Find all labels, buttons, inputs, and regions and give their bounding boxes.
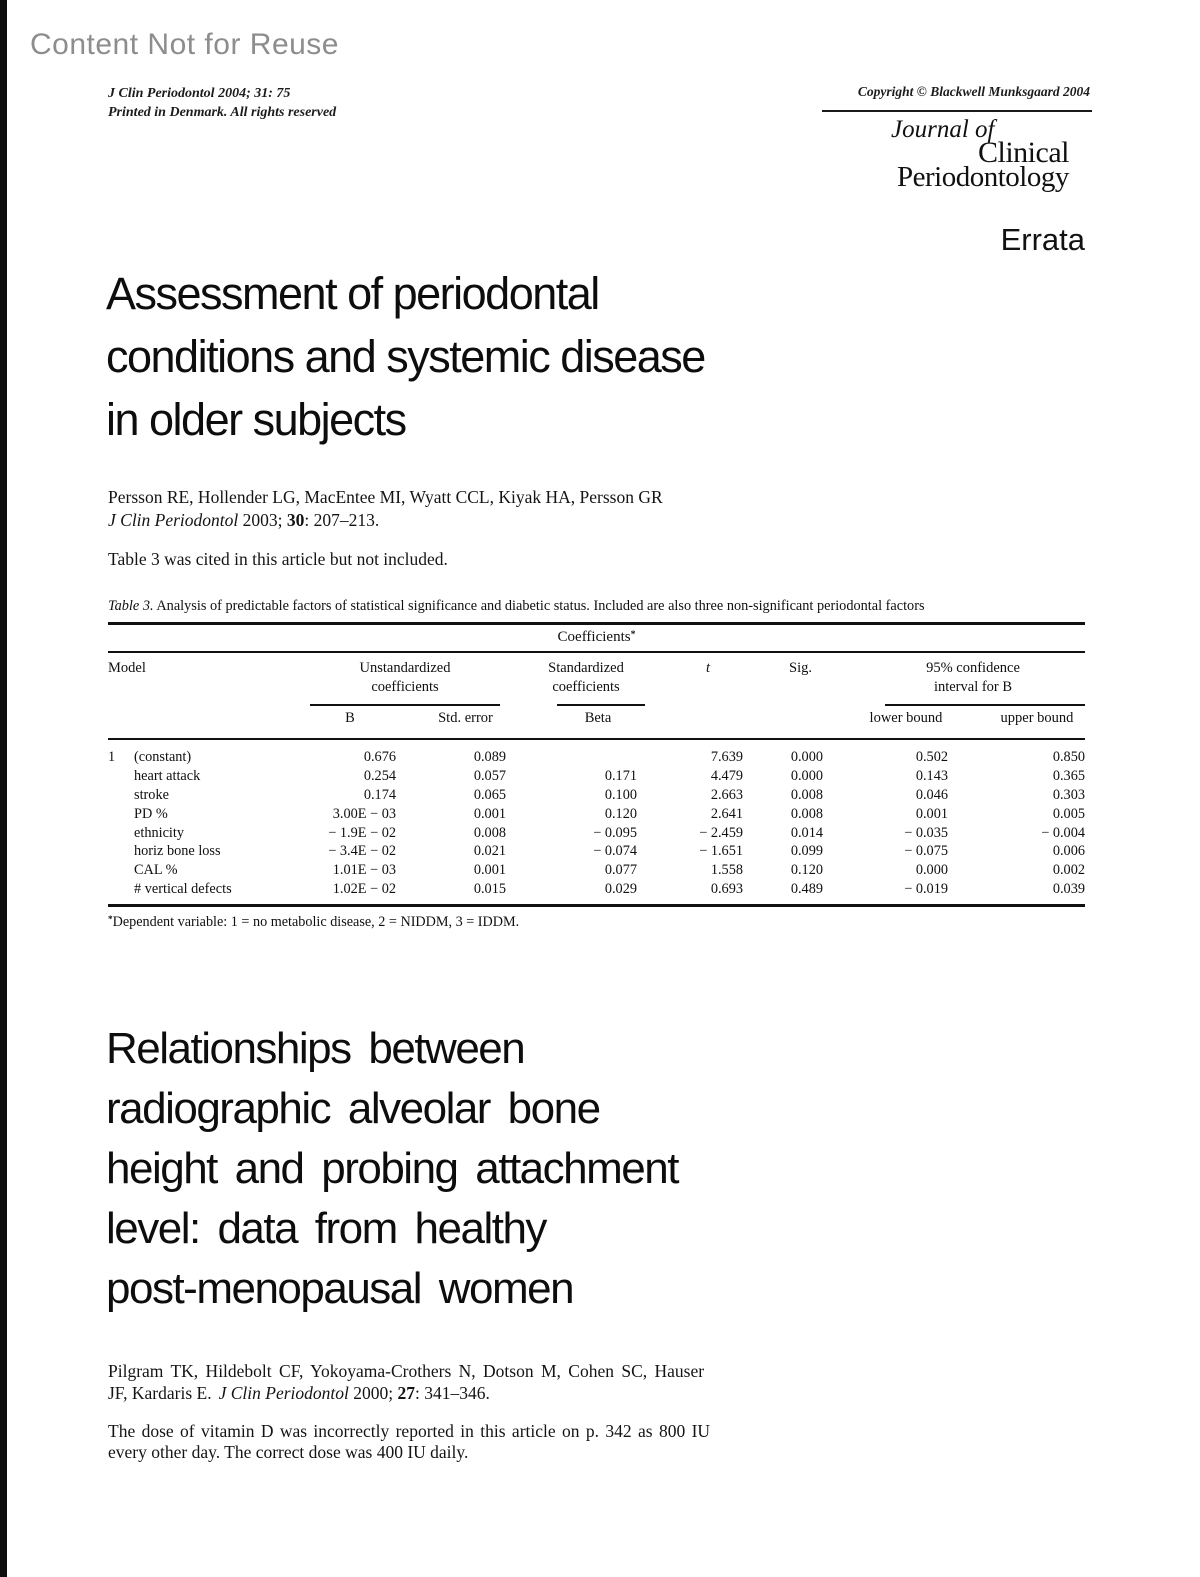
table-cell-beta: 0.100 xyxy=(604,786,637,803)
reference-journal: J Clin Periodontol xyxy=(108,510,239,530)
table-row xyxy=(108,767,1085,786)
table-cell-upper: 0.002 xyxy=(1052,862,1085,879)
table-cell-sig: 0.099 xyxy=(790,843,823,860)
table-cell-label: heart attack xyxy=(134,767,201,784)
body-line: every other day. The correct dose was 400 IU daily. xyxy=(108,1442,469,1462)
supertitle-asterisk: * xyxy=(630,628,636,640)
table-cell-upper: 0.303 xyxy=(1052,786,1085,803)
table-cell-num xyxy=(108,861,134,880)
reference-volume: 27 xyxy=(397,1383,415,1403)
table-cell-t: 2.663 xyxy=(710,786,743,803)
group-label-line: coefficients xyxy=(552,679,620,695)
table-footnote xyxy=(108,914,1085,931)
table-cell-lower: − 0.035 xyxy=(904,824,948,841)
erratum-body xyxy=(108,1421,710,1463)
table-cell-num xyxy=(108,880,134,899)
table-cell-se: 0.089 xyxy=(473,749,506,765)
title-line: height and probing attachment xyxy=(106,1144,678,1193)
table-row xyxy=(108,748,1085,767)
page-edge-bar xyxy=(0,0,7,1577)
table-cell-label: horiz bone loss xyxy=(134,843,221,860)
table-cell-se: 0.057 xyxy=(473,767,506,784)
table-cell-num xyxy=(108,824,134,843)
copyright-notice: Copyright © Blackwell Munksgaard 2004 xyxy=(857,84,1090,99)
table-cell-sig: 0.014 xyxy=(790,824,823,841)
title-line: post-menopausal women xyxy=(106,1264,574,1313)
article1-title xyxy=(106,262,705,451)
table-rule-bottom xyxy=(108,904,1085,907)
table-cell-b: − 3.4E − 02 xyxy=(328,843,396,860)
table-cell-beta: − 0.095 xyxy=(593,824,637,841)
table-cell-lower: 0.001 xyxy=(915,805,948,822)
column-header-model: Model xyxy=(108,660,146,676)
column-group-confidence-interval xyxy=(861,659,1085,697)
table-cell-sig: 0.489 xyxy=(790,881,823,898)
table-cell-t: − 1.651 xyxy=(699,843,743,860)
table-cell-label: CAL % xyxy=(134,862,178,879)
table-cell-lower: − 0.075 xyxy=(904,843,948,860)
table-cell-t: 7.639 xyxy=(710,749,743,765)
table-cell-upper: 0.850 xyxy=(1052,749,1085,765)
table-cell-b: 0.174 xyxy=(363,786,396,803)
author-list-cont: JF, Kardaris E. xyxy=(108,1383,212,1403)
reference-year: 2000; xyxy=(353,1383,394,1403)
title-line: level: data from healthy xyxy=(106,1204,546,1253)
table-cell-beta: − 0.074 xyxy=(593,843,637,860)
table-cell-upper: 0.006 xyxy=(1052,843,1085,860)
table-cell-b: 0.676 xyxy=(363,749,396,765)
table-rule-header-bottom xyxy=(108,738,1085,740)
subheader-lower-bound: lower bound xyxy=(869,710,943,726)
table-double-rule xyxy=(108,651,1085,653)
journal-logo-line1: Journal of xyxy=(891,116,995,143)
supertitle-text: Coefficients xyxy=(557,629,631,645)
body-line: The dose of vitamin D was incorrectly reported in this article on p. 342 as 800 IU xyxy=(108,1421,711,1441)
journal-logo-line2: Clinical xyxy=(978,136,1069,169)
table-cell-se: 0.065 xyxy=(473,786,506,803)
table-cell-lower: 0.000 xyxy=(915,862,948,879)
group-underline-unstandardized xyxy=(310,704,500,706)
table-row xyxy=(108,805,1085,824)
group-label-line: coefficients xyxy=(371,679,439,695)
subheader-upper-bound: upper bound xyxy=(1000,710,1074,726)
group-label-line: 95% confidence xyxy=(926,660,1020,676)
table-cell-num xyxy=(108,767,134,786)
reuse-watermark: Content Not for Reuse xyxy=(30,28,339,61)
table-caption-text: Analysis of predictable factors of statistical significance and diabetic status. Included are also three non-significant periodontal factors xyxy=(153,598,925,614)
table-cell-sig: 0.008 xyxy=(790,805,823,822)
group-label-line: interval for B xyxy=(933,679,1013,695)
subheader-std-error: Std. error xyxy=(438,710,493,726)
table-cell-beta xyxy=(506,748,637,767)
reference-volume: 30 xyxy=(286,510,305,530)
table-cell-b: − 1.9E − 02 xyxy=(328,824,396,841)
citation-line: Printed in Denmark. All rights reserved xyxy=(108,105,337,120)
citation-line: J Clin Periodontol 2004; 31: 75 xyxy=(108,86,291,101)
table-cell-se: 0.021 xyxy=(473,843,506,860)
table-rule-top xyxy=(108,622,1085,625)
table-cell-num xyxy=(108,842,134,861)
title-line: conditions and systemic disease xyxy=(106,331,705,382)
table-cell-upper: 0.039 xyxy=(1052,881,1085,898)
title-line: Relationships between xyxy=(106,1024,525,1073)
table-cell-sig: 0.000 xyxy=(790,749,823,765)
group-underline-standardized xyxy=(557,704,645,706)
article1-authors xyxy=(108,486,663,532)
table-cell-sig: 0.120 xyxy=(790,862,823,879)
article2-authors xyxy=(108,1360,704,1404)
table-cell-beta: 0.171 xyxy=(604,767,637,784)
reference-year: 2003; xyxy=(242,510,283,530)
table-cell-b: 1.01E − 03 xyxy=(332,862,396,879)
table-row xyxy=(108,842,1085,861)
journal-citation xyxy=(108,84,336,122)
table-cell-beta: 0.120 xyxy=(604,805,637,822)
table-caption xyxy=(108,598,1085,615)
footnote-asterisk: * xyxy=(108,913,113,924)
footnote-text: Dependent variable: 1 = no metabolic disease, 2 = NIDDM, 3 = IDDM. xyxy=(112,914,520,930)
table-cell-sig: 0.008 xyxy=(790,786,823,803)
table-cell-label: PD % xyxy=(134,805,168,822)
table-cell-lower: 0.502 xyxy=(915,749,948,765)
table-cell-lower: 0.143 xyxy=(915,767,948,784)
table-body xyxy=(108,748,1085,899)
table-cell-label: ethnicity xyxy=(134,824,185,841)
table-cell-t: 4.479 xyxy=(710,767,743,784)
table-cell-t: 1.558 xyxy=(710,862,743,879)
table-caption-label: Table 3. xyxy=(108,598,154,614)
table-cell-label: stroke xyxy=(134,786,169,803)
table-cell-t: 0.693 xyxy=(710,881,743,898)
title-line: in older subjects xyxy=(106,394,406,445)
reference-pages: : 341–346. xyxy=(415,1383,490,1403)
table-row xyxy=(108,824,1085,843)
table-cell-se: 0.001 xyxy=(473,862,506,879)
table-row xyxy=(108,786,1085,805)
group-label-line: Unstandardized xyxy=(359,660,451,676)
subheader-beta: Beta xyxy=(584,710,612,726)
article2-title xyxy=(106,1019,678,1319)
table-supertitle xyxy=(108,629,1085,646)
column-group-unstandardized xyxy=(304,659,506,697)
table-row xyxy=(108,861,1085,880)
table-cell-num: 1 xyxy=(108,749,116,765)
group-underline-confidence xyxy=(885,704,1085,706)
journal-logo-line3: Periodontology xyxy=(897,161,1069,193)
table-row xyxy=(108,880,1085,899)
table3 xyxy=(108,598,1085,948)
table-cell-b: 3.00E − 03 xyxy=(332,805,396,822)
article2-reference xyxy=(108,1382,704,1404)
table-cell-upper: − 0.004 xyxy=(1041,824,1085,841)
title-line: Assessment of periodontal xyxy=(106,268,599,319)
header-divider xyxy=(822,110,1092,112)
table-cell-se: 0.015 xyxy=(473,881,506,898)
table-cell-t: 2.641 xyxy=(710,805,743,822)
table-cell-t: − 2.459 xyxy=(699,824,743,841)
table-cell-beta: 0.029 xyxy=(604,881,637,898)
reference-journal: J Clin Periodontol xyxy=(218,1383,349,1403)
table-cell-se: 0.008 xyxy=(473,824,506,841)
erratum-note: Table 3 was cited in this article but not included. xyxy=(108,549,448,569)
table-cell-b: 0.254 xyxy=(363,767,396,784)
subheader-b: B xyxy=(345,710,355,726)
column-header-sig: Sig. xyxy=(789,660,812,676)
table-cell-b: 1.02E − 02 xyxy=(332,881,396,898)
table-cell-lower: 0.046 xyxy=(915,786,948,803)
author-list: Persson RE, Hollender LG, MacEntee MI, Wyatt CCL, Kiyak HA, Persson GR xyxy=(108,487,663,507)
table-cell-upper: 0.005 xyxy=(1052,805,1085,822)
column-group-standardized xyxy=(506,659,666,697)
table-cell-lower: − 0.019 xyxy=(904,881,948,898)
group-label-line: Standardized xyxy=(548,660,624,676)
table-cell-num xyxy=(108,805,134,824)
table-cell-label: # vertical defects xyxy=(134,881,232,898)
column-header-t: t xyxy=(705,660,711,676)
table-cell-beta: 0.077 xyxy=(604,862,637,879)
author-list: Pilgram TK, Hildebolt CF, Yokoyama-Crothers N, Dotson M, Cohen SC, Hauser xyxy=(108,1361,705,1381)
reference-pages: : 207–213. xyxy=(304,510,380,530)
table-cell-sig: 0.000 xyxy=(790,767,823,784)
title-line: radiographic alveolar bone xyxy=(106,1084,600,1133)
table-cell-num xyxy=(108,786,134,805)
table-cell-se: 0.001 xyxy=(473,805,506,822)
table-cell-label: (constant) xyxy=(134,749,192,765)
table-cell-upper: 0.365 xyxy=(1052,767,1085,784)
article1-reference xyxy=(108,509,663,532)
section-heading: Errata xyxy=(1000,222,1085,257)
